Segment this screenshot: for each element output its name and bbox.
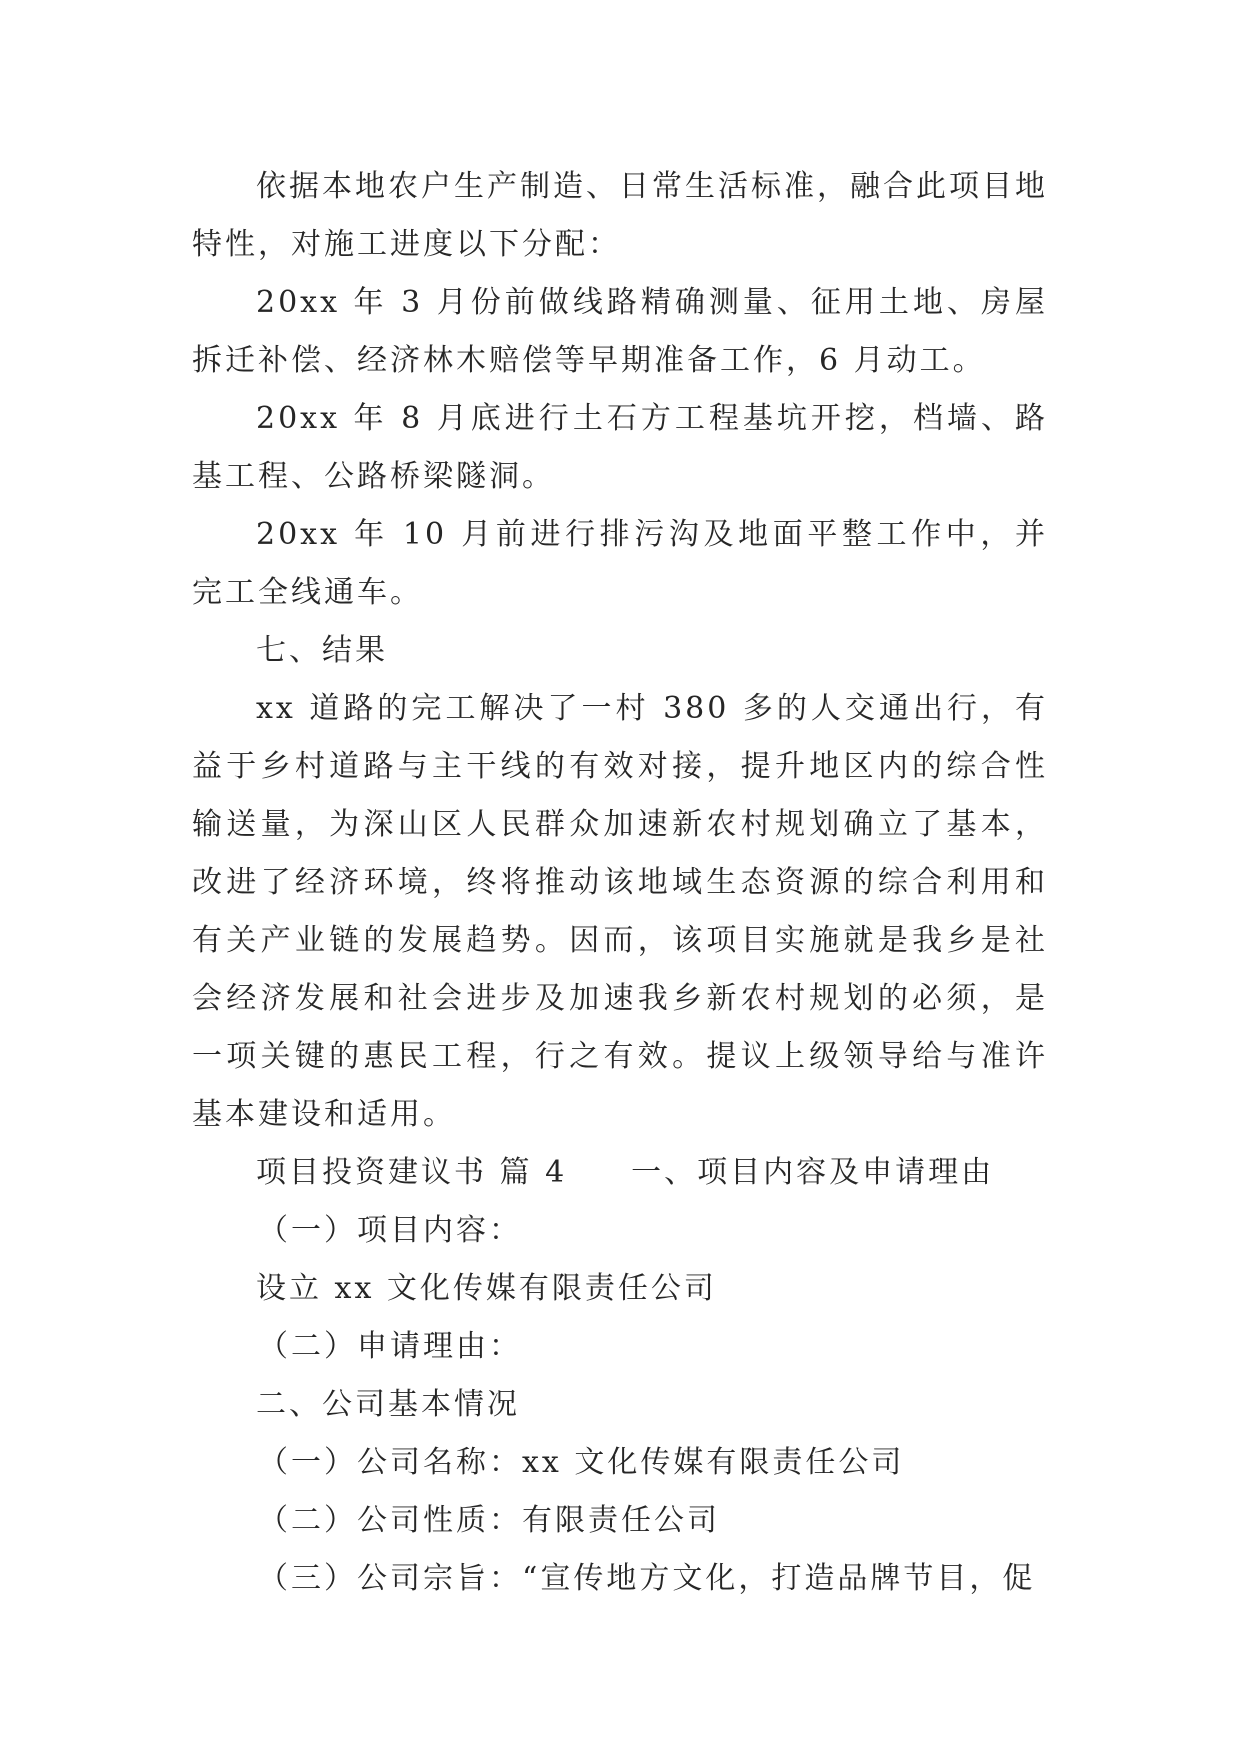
company-name-line: （一）公司名称：xx 文化传媒有限责任公司 <box>258 1445 905 1480</box>
subheading-project-content: （一）项目内容： <box>258 1213 522 1248</box>
proposal-title: 项目投资建议书 篇 4 <box>256 1155 568 1190</box>
section-heading-project-content: 一、项目内容及申请理由 <box>631 1155 995 1190</box>
proposal-heading-line <box>192 1144 1048 1202</box>
paragraph-schedule-intro: 依据本地农户生产制造、日常生活标准，融合此项目地特性，对施工进度以下分配： <box>192 169 1048 262</box>
subheading-application-reason: （二）申请理由： <box>258 1329 522 1364</box>
paragraph-schedule-march: 20xx 年 3 月份前做线路精确测量、征用土地、房屋拆迁补偿、经济林木赔偿等早期准备工作，6 月动工。 <box>192 285 1048 378</box>
paragraph-result: xx 道路的完工解决了一村 380 多的人交通出行，有益于乡村道路与主干线的有效对接，提升地区内的综合性输送量，为深山区人民群众加速新农村规划确立了基本，改进了经济环境，终将推动该地域生态资源的综合利用和有关产业链的发展趋势。因而，该项目实施就是我乡是社会经济发展和社会进步及加速我乡新农村规划的必须，是一项关键的惠民工程，行之有效。提议上级领导给与准许基本建设和适用。 <box>192 691 1048 1132</box>
paragraph-schedule-october: 20xx 年 10 月前进行排污沟及地面平整工作中，并完工全线通车。 <box>192 517 1048 610</box>
section-heading-company-info: 二、公司基本情况 <box>256 1387 520 1422</box>
section-heading-result: 七、结果 <box>256 633 388 668</box>
project-content-text: 设立 xx 文化传媒有限责任公司 <box>256 1271 717 1306</box>
document-body <box>192 158 1048 1608</box>
paragraph-schedule-august: 20xx 年 8 月底进行土石方工程基坑开挖，档墙、路基工程、公路桥梁隧洞。 <box>192 401 1048 494</box>
company-purpose-line: （三）公司宗旨：“宣传地方文化，打造品牌节目，促 <box>258 1561 1036 1596</box>
company-type-line: （二）公司性质：有限责任公司 <box>258 1503 720 1538</box>
